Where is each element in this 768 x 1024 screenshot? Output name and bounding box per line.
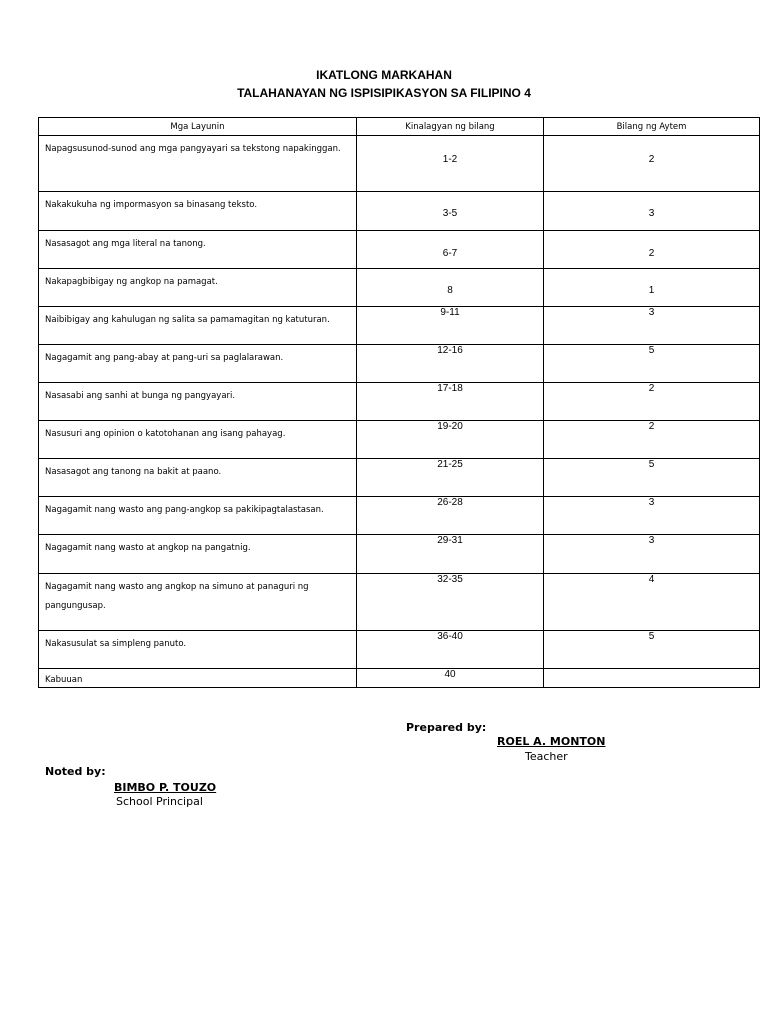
table-row — [39, 136, 760, 192]
total-item-count-cell — [544, 669, 760, 688]
placement-value: 36-40 — [437, 631, 463, 642]
noted-by-name: BIMBO P. TOUZO — [114, 781, 217, 794]
item-count-cell — [544, 459, 760, 497]
placement-value: 26-28 — [437, 497, 463, 508]
item-count-cell — [544, 136, 760, 192]
prepared-by-label: Prepared by: — [406, 721, 487, 734]
table-row — [39, 192, 760, 231]
table-row — [39, 497, 760, 535]
objective-cell: Nagagamit ang pang-abay at pang-uri sa paglalarawan. — [39, 345, 357, 383]
placement-cell — [357, 631, 544, 669]
item-count-cell — [544, 345, 760, 383]
placement-cell — [357, 307, 544, 345]
item-count-cell — [544, 383, 760, 421]
item-count-value: 2 — [648, 154, 655, 165]
item-count-value: 1 — [648, 285, 655, 296]
item-count-value: 4 — [648, 574, 655, 585]
prepared-by-name: ROEL A. MONTON — [497, 735, 606, 748]
table-header-row — [39, 118, 760, 136]
objective-cell: Nasasagot ang tanong na bakit at paano. — [39, 459, 357, 497]
table-row — [39, 269, 760, 307]
item-count-cell — [544, 497, 760, 535]
objective-cell: Nasasabi ang sanhi at bunga ng pangyayari. — [39, 383, 357, 421]
table-row — [39, 631, 760, 669]
column-header-item-count: Bilang ng Aytem — [544, 118, 760, 136]
total-placement-cell — [357, 669, 544, 688]
column-header-placement: Kinalagyan ng bilang — [357, 118, 544, 136]
item-count-value: 2 — [648, 383, 655, 394]
placement-value: 12-16 — [437, 345, 463, 356]
placement-cell — [357, 192, 544, 231]
objective-cell: Nasusuri ang opinion o katotohanan ang isang pahayag. — [39, 421, 357, 459]
item-count-cell — [544, 231, 760, 269]
item-count-cell — [544, 307, 760, 345]
objective-cell: Nagagamit nang wasto ang pang-angkop sa pakikipagtalastasan. — [39, 497, 357, 535]
total-placement-value: 40 — [444, 669, 456, 680]
placement-cell — [357, 421, 544, 459]
prepared-by-title: Teacher — [525, 750, 568, 763]
placement-value: 1-2 — [442, 154, 458, 165]
placement-value: 3-5 — [442, 208, 458, 219]
document-title: IKATLONG MARKAHAN — [316, 68, 452, 82]
item-count-value: 5 — [648, 631, 655, 642]
objective-cell: Nagagamit nang wasto at angkop na pangatnig. — [39, 535, 357, 574]
item-count-cell — [544, 535, 760, 574]
placement-cell — [357, 535, 544, 574]
table-row — [39, 345, 760, 383]
placement-cell — [357, 136, 544, 192]
item-count-value: 2 — [648, 421, 655, 432]
table-row — [39, 574, 760, 631]
table-row — [39, 231, 760, 269]
document-subtitle: TALAHANAYAN NG ISPISIPIKASYON SA FILIPINO 4 — [237, 86, 531, 100]
item-count-cell — [544, 421, 760, 459]
objective-cell: Nakasusulat sa simpleng panuto. — [39, 631, 357, 669]
placement-value: 9-11 — [440, 307, 460, 318]
column-header-objectives: Mga Layunin — [39, 118, 357, 136]
placement-cell — [357, 231, 544, 269]
total-row — [39, 669, 760, 688]
item-count-value: 3 — [648, 307, 655, 318]
placement-value: 29-31 — [437, 535, 463, 546]
item-count-value: 5 — [648, 345, 655, 356]
item-count-value: 3 — [648, 497, 655, 508]
item-count-cell — [544, 574, 760, 631]
placement-value: 32-35 — [437, 574, 463, 585]
item-count-cell — [544, 269, 760, 307]
objective-cell: Nagagamit nang wasto ang angkop na simuno at panaguri ng pangungusap. — [39, 574, 357, 631]
item-count-cell — [544, 192, 760, 231]
table-row — [39, 307, 760, 345]
objective-cell: Nakakukuha ng impormasyon sa binasang teksto. — [39, 192, 357, 231]
specification-table — [38, 117, 760, 688]
item-count-value: 3 — [648, 208, 655, 219]
table-row — [39, 535, 760, 574]
placement-value: 8 — [447, 285, 453, 296]
placement-cell — [357, 497, 544, 535]
objective-cell: Nakapagbibigay ng angkop na pamagat. — [39, 269, 357, 307]
table-row — [39, 459, 760, 497]
placement-value: 19-20 — [437, 421, 463, 432]
item-count-value: 3 — [648, 535, 655, 546]
table-row — [39, 421, 760, 459]
table-body — [39, 136, 760, 688]
objective-cell: Nasasagot ang mga literal na tanong. — [39, 231, 357, 269]
item-count-cell — [544, 631, 760, 669]
objective-cell: Naibibigay ang kahulugan ng salita sa pamamagitan ng katuturan. — [39, 307, 357, 345]
noted-by-title: School Principal — [116, 795, 203, 808]
placement-cell — [357, 574, 544, 631]
placement-cell — [357, 345, 544, 383]
noted-by-label: Noted by: — [45, 765, 106, 778]
item-count-value: 5 — [648, 459, 655, 470]
placement-value: 6-7 — [442, 248, 458, 259]
total-label-cell: Kabuuan — [39, 669, 357, 688]
table-row — [39, 383, 760, 421]
objective-cell: Napagsusunod-sunod ang mga pangyayari sa tekstong napakinggan. — [39, 136, 357, 192]
item-count-value: 2 — [648, 248, 655, 259]
placement-value: 21-25 — [437, 459, 463, 470]
placement-cell — [357, 269, 544, 307]
placement-cell — [357, 383, 544, 421]
placement-cell — [357, 459, 544, 497]
placement-value: 17-18 — [437, 383, 463, 394]
